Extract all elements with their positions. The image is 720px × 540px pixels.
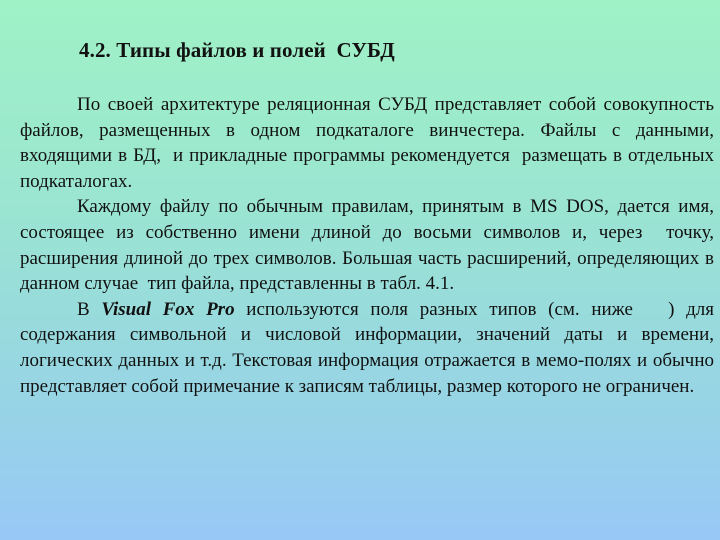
paragraph-file-naming [20,194,719,296]
paragraph-field-types-suffix: используются поля разных типов (см. ниже ) для содержания символьной и числовой информации, значений даты и времени, логических данных и т.д. Текстовая информация отражается в мемо-полях и обычно представляет собой примечание к записям таблицы, размер которого не ограничен. [20,298,719,397]
product-name: Visual Fox Pro [101,298,235,320]
paragraph-field-types [20,297,719,399]
paragraph-architecture-text: По своей архитектуре реляционная СУБД представляет собой совокупность файлов, размещенных в одном подкаталоге винчестера. Файлы с данными, входящими в БД, и прикладные программы рекомендуется размещать в отдельных подкаталогах. [20,94,719,192]
paragraph-file-naming-text: Каждому файлу по обычным правилам, принятым в MS DOS, дается имя, состоящее из собственно имени длиной до восьми символов и, через точку, расширения длиной до трех символов. Большая часть расширений, определяющих в данном случае тип файла, представленны в табл. 4.1. [20,196,719,295]
paragraph-architecture [20,92,719,194]
paragraph-field-types-prefix: В [77,298,102,320]
slide-title: 4.2. Типы файлов и полей СУБД [79,38,395,62]
slide-body [20,92,719,399]
